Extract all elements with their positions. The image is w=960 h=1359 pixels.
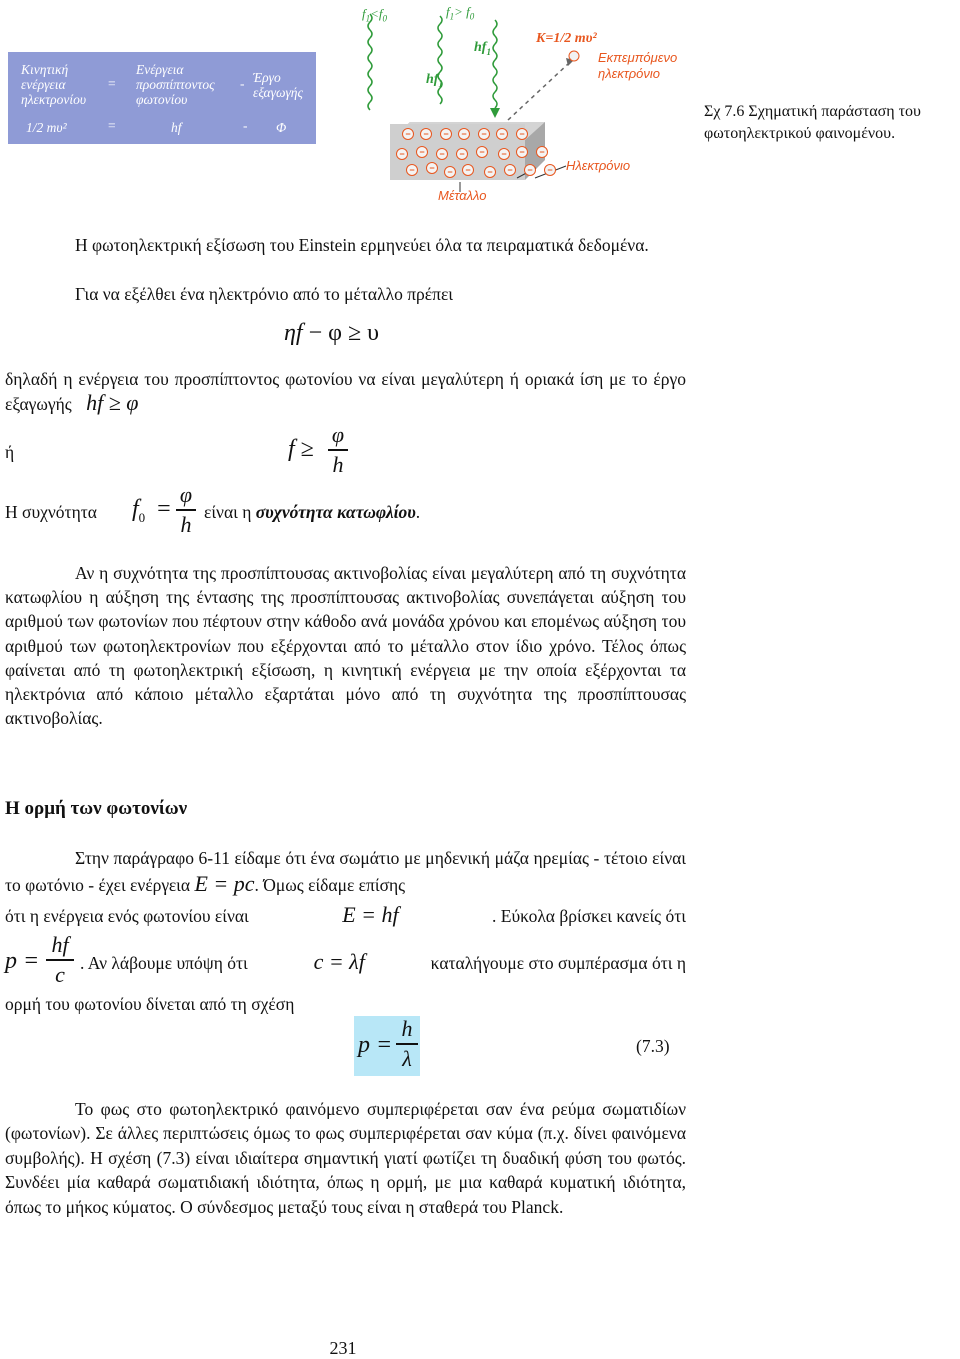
paragraph-intensity: Αν η συχνότητα της προσπίπτουσας ακτινοβολίας είναι μεγαλύτερη από τη συχνότητα κατωφλίου η αύξηση της έντασης της προσπίπτουσας ακτινοβολίας συνεπάγεται αύξηση του αριθμού των φωτονίων που πέφτουν στην κάθοδο ανά μονάδα χρόνου και επομένως αύξηση του αριθμού των φωτοηλεκτρονίων που εξέρχονται από το μέταλλο στον ίδιο χρόνο. Τέλος όπως φαίνεται από τη φωτοηλεκτρική εξίσωση, η κινητική ενέργεια με την οποία εξέρχονται τα ηλεκτρόνια από κάποιο μέταλλο εξαρτάται μόνο από τη συχνότητα της προσπίπτουσας ακτινοβολίας. xyxy=(5,563,686,729)
box-minus-sign-2: - xyxy=(243,118,248,133)
paragraph-exit-condition: Για να εξέλθει ένα ηλεκτρόνιο από το μέταλλο πρέπει xyxy=(75,284,454,304)
text-threshold: είναι η συχνότητα κατωφλίου. xyxy=(204,502,421,522)
energy-balance-box xyxy=(8,52,316,144)
electron-icon: − xyxy=(496,128,508,140)
box-phi-formula: Φ xyxy=(276,120,287,135)
metal-label: Μέταλλο xyxy=(438,188,487,203)
electron-icon: − xyxy=(458,128,470,140)
equation-f0-numerator: φ xyxy=(179,482,193,507)
label-hf-left: $hf_1$ xyxy=(426,72,443,89)
box-equals-sign: = xyxy=(108,76,116,91)
equation-f-denominator: h xyxy=(332,451,344,477)
equation-number-7-3: (7.3) xyxy=(636,1036,670,1056)
emitted-electron xyxy=(569,51,579,61)
equation-e-pc: E = pc xyxy=(194,871,255,896)
paragraph-einstein: Η φωτοηλεκτρική εξίσωση του Einstein ερμηνεύει όλα τα πειραματικά δεδομένα. xyxy=(75,235,649,255)
equation-exit-term-b: − φ ≥ υ xyxy=(308,320,380,346)
equation-hf-ge-phi: hf ≥ φ xyxy=(86,390,139,415)
electron-icon: − xyxy=(484,166,496,178)
electron-icon: − xyxy=(498,148,510,160)
figure-caption-text: Σχηματική παράσταση του φωτοηλεκτρικού φαινομένου. xyxy=(704,103,921,142)
box-work-function-label: Έργο εξαγωγής xyxy=(253,70,303,100)
box-equals-sign-2: = xyxy=(108,118,116,133)
electron-path xyxy=(508,64,568,120)
electron-icon: − xyxy=(516,146,528,158)
electron-icon: − xyxy=(420,128,432,140)
electron-icon: − xyxy=(536,146,548,158)
photon-wave-left xyxy=(368,14,372,110)
figure-caption xyxy=(704,101,956,145)
word-or: ή xyxy=(5,442,15,462)
electron-icon: − xyxy=(396,148,408,160)
label-f1-less-f0: $f_1<f_0$ xyxy=(362,6,388,24)
equation-exit-condition xyxy=(284,320,379,347)
photon-wave-middle xyxy=(438,16,442,104)
equation-f0-fraction xyxy=(176,482,196,538)
electron-icon: − xyxy=(406,164,418,176)
paragraph-energy-condition xyxy=(5,367,686,416)
equation-p-lhs: p = xyxy=(5,948,40,974)
electron-icon: − xyxy=(476,146,488,158)
paragraph-momentum-relation: ορμή του φωτονίου δίνεται από τη σχέση xyxy=(5,994,295,1014)
electron-icon: − xyxy=(516,128,528,140)
page-number: 231 xyxy=(329,1338,357,1358)
equation-f-numerator: φ xyxy=(331,422,345,447)
box-hf-formula: hf xyxy=(171,120,182,135)
electron-label: Ηλεκτρόνιο xyxy=(566,158,631,173)
electron-icon: − xyxy=(426,162,438,174)
kinetic-energy-label: K=1/2 mυ² xyxy=(536,31,597,46)
electron-icon: − xyxy=(524,164,536,176)
electron-icon: − xyxy=(440,128,452,140)
equation-c-lambda-f: c = λf xyxy=(313,949,365,974)
box-photon-energy-label: Ενέργεια προσπίπτοντος φωτονίου xyxy=(136,62,215,107)
equation-p-h-lambda-lhs: p = xyxy=(358,1032,393,1058)
equation-p-h-lambda-fraction: h λ xyxy=(396,1016,418,1072)
photoelectric-diagram xyxy=(330,0,690,210)
label-hf-right: $hf_1$ xyxy=(474,40,491,57)
electron-icon: − xyxy=(456,148,468,160)
fraction-bar xyxy=(328,449,348,451)
threshold-frequency-term: συχνότητα κατωφλίου xyxy=(255,502,416,522)
paragraph-lambda: . Αν λάβουμε υπόψη ότι c = λf καταλήγουμε στο συμπέρασμα ότι η xyxy=(80,949,686,974)
electron-icon: − xyxy=(544,164,556,176)
box-minus-sign: - xyxy=(240,76,245,91)
paragraph-momentum-intro: Στην παράγραφο 6-11 είδαμε ότι ένα σωμάτιο με μηδενική μάζα ηρεμίας - τέτοιο είναι το φωτόνιο - έχει ενέργεια E = pc. Όμως είδαμε επίσης xyxy=(5,848,686,896)
electron-icon: − xyxy=(504,164,516,176)
equation-exit-term-a: ηf xyxy=(284,320,303,346)
electron-icon: − xyxy=(402,128,414,140)
photon-arrowhead xyxy=(490,108,500,118)
box-kinetic-formula: 1/2 mυ² xyxy=(26,120,67,135)
figure-caption-label: Σχ 7.6 xyxy=(704,103,745,120)
photon-wave-right xyxy=(493,20,497,108)
fraction-bar xyxy=(176,509,196,511)
equation-f-fraction xyxy=(328,422,348,478)
electron-icon: − xyxy=(444,166,456,178)
equation-p-hf-c-fraction: hf c xyxy=(46,932,74,988)
electron-icon: − xyxy=(478,128,490,140)
paragraph-energy-condition-text: δηλαδή η ενέργεια του προσπίπτοντος φωτονίου να είναι μεγαλύτερη ή οριακά ίση με το έργο εξαγωγής xyxy=(5,369,686,414)
label-f1-greater-f0: $f_1> f_0$ xyxy=(446,4,475,22)
paragraph-duality: Το φως στο φωτοηλεκτρικό φαινόμενο συμπεριφέρεται σαν ένα ρεύμα σωματιδίων (φωτονίων). Σε άλλες περιπτώσεις όμως το φως συμπεριφέρεται σαν κύμα (π.χ. δίνει φαινόμενα συμβολής). Η σχέση (7.3) είναι ιδιαίτερα σημαντική γιατί φωτίζει τη δυαδική φύση του φωτός. Συνδέει μία καθαρά σωματιδιακή ιδιότητα, όπως η ορμή, με μια καθαρά κυματική ιδιότητα, όπως το μήκος κύματος. Ο σύνδεσμος μεταξύ τους είναι η σταθερά του Planck. xyxy=(5,1099,686,1217)
electron-icon: − xyxy=(416,146,428,158)
equation-f-lhs: f ≥ xyxy=(288,436,314,462)
equation-e-hf: E = hf xyxy=(342,902,399,927)
emitted-electron-label: Εκπεμπόμενο ηλεκτρόνιο xyxy=(598,50,678,81)
paragraph-photon-energy: ότι η ενέργεια ενός φωτονίου είναι E = hf . Εύκολα βρίσκει κανείς ότι xyxy=(5,902,686,927)
electron-icon: − xyxy=(436,148,448,160)
text-frequency-intro: Η συχνότητα xyxy=(5,502,97,522)
equation-f0-lhs: $f_0$ = xyxy=(132,496,171,525)
equation-f0-denominator: h xyxy=(180,511,192,537)
section-heading-photon-momentum: Η ορμή των φωτονίων xyxy=(5,798,188,819)
electron-icon: − xyxy=(462,164,474,176)
box-kinetic-energy-label: Κινητική ενέργεια ηλεκτρονίου xyxy=(21,62,87,107)
